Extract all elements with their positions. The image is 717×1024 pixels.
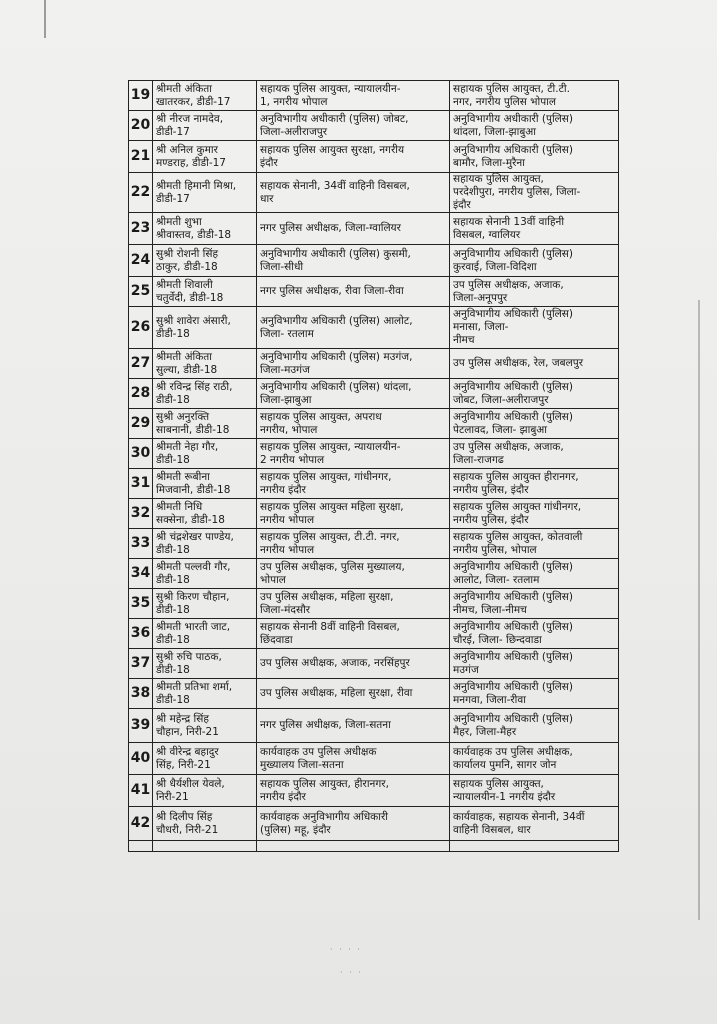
- current-posting-cell: सहायक पुलिस आयुक्त, अपराध नगरीय, भोपाल: [257, 409, 450, 439]
- serial-number-cell: 41: [129, 775, 153, 807]
- serial-number-cell: 20: [129, 111, 153, 141]
- current-posting-cell: सहायक पुलिस आयुक्त सुरक्षा, नगरीय इंदौर: [257, 141, 450, 173]
- officer-name-cell: श्री धैर्यशील येवले, निरी-21: [153, 775, 257, 807]
- current-posting-cell: उप पुलिस अधीक्षक, पुलिस मुख्यालय, भोपाल: [257, 559, 450, 589]
- table-row: [129, 679, 619, 709]
- current-posting-cell: अनुविभागीय अधिकारी (पुलिस) थांदला, जिला-झाबुआ: [257, 379, 450, 409]
- officer-name-cell: श्री दिलीप सिंह चौधरी, निरी-21: [153, 807, 257, 841]
- scan-mark-left: [44, 0, 46, 38]
- officer-name-cell: श्री महेन्द्र सिंह चौहान, निरी-21: [153, 709, 257, 743]
- table-row: [129, 559, 619, 589]
- transfer-table: [128, 80, 619, 852]
- officer-name-cell: श्रीमती निधि सक्सेना, डीडी-18: [153, 499, 257, 529]
- table-row: [129, 111, 619, 141]
- bottom-smudge: · · ·: [340, 968, 363, 977]
- officer-name-cell: श्री अनिल कुमार मण्डराह, डीडी-17: [153, 141, 257, 173]
- new-posting-cell: सहायक पुलिस आयुक्त हीरानगर, नगरीय पुलिस, इंदौर: [450, 469, 619, 499]
- table-row: [129, 213, 619, 245]
- serial-number-cell: 19: [129, 81, 153, 111]
- new-posting-cell: अनुविभागीय अधीकारी (पुलिस) थांदला, जिला-झाबुआ: [450, 111, 619, 141]
- new-posting-cell: अनुविभागीय अधिकारी (पुलिस) पेटलावद, जिला- झाबुआ: [450, 409, 619, 439]
- table-row: [129, 277, 619, 307]
- table-row: [129, 379, 619, 409]
- new-posting-cell: उप पुलिस अधीक्षक, अजाक, जिला-अनूपपुर: [450, 277, 619, 307]
- new-posting-cell: अनुविभागीय अधिकारी (पुलिस) मैहर, जिला-मैहर: [450, 709, 619, 743]
- officer-name-cell: श्रीमती अंकिता खातरकर, डीडी-17: [153, 81, 257, 111]
- officer-name-cell: श्रीमती प्रतिभा शर्मा, डीडी-18: [153, 679, 257, 709]
- table-row: [129, 589, 619, 619]
- current-posting-cell: नगर पुलिस अधीक्षक, जिला-ग्वालियर: [257, 213, 450, 245]
- table-row: [129, 173, 619, 213]
- table-row: [129, 709, 619, 743]
- officer-name-cell: श्री वीरेन्द्र बहादुर सिंह, निरी-21: [153, 743, 257, 775]
- current-posting-cell: अनुविभागीय अधिकारी (पुलिस) मउगंज, जिला-मउगंज: [257, 349, 450, 379]
- current-posting-cell: उप पुलिस अधीक्षक, अजाक, नरसिंहपुर: [257, 649, 450, 679]
- scan-mark-right: [698, 300, 700, 920]
- current-posting-cell: उप पुलिस अधीक्षक, महिला सुरक्षा, जिला-मंदसौर: [257, 589, 450, 619]
- table-row: [129, 743, 619, 775]
- serial-number-cell: 32: [129, 499, 153, 529]
- new-posting-cell: सहायक पुलिस आयुक्त, परदेशीपुरा, नगरीय पुलिस, जिला- इंदौर: [450, 173, 619, 213]
- table-row: [129, 307, 619, 349]
- table-row: [129, 499, 619, 529]
- current-posting-cell: नगर पुलिस अधीक्षक, जिला-सतना: [257, 709, 450, 743]
- new-posting-cell: अनुविभागीय अधिकारी (पुलिस) मनगवा, जिला-रीवा: [450, 679, 619, 709]
- table-row: [129, 439, 619, 469]
- bottom-smudge: · · · ·: [330, 945, 362, 954]
- current-posting-cell: सहायक पुलिस आयुक्त, टी.टी. नगर, नगरीय भोपाल: [257, 529, 450, 559]
- serial-number-cell: 34: [129, 559, 153, 589]
- current-posting-cell: नगर पुलिस अधीक्षक, रीवा जिला-रीवा: [257, 277, 450, 307]
- new-posting-cell: सहायक सेनानी 13वीं वाहिनी विसबल, ग्वालियर: [450, 213, 619, 245]
- table-row: [129, 619, 619, 649]
- officer-name-cell: श्रीमती शुभा श्रीवास्तव, डीडी-18: [153, 213, 257, 245]
- table-row: [129, 649, 619, 679]
- new-posting-cell: सहायक पुलिस आयुक्त, न्यायालयीन-1 नगरीय इंदौर: [450, 775, 619, 807]
- current-posting-cell: अनुविभागीय अधीकारी (पुलिस) कुसमी, जिला-सीधी: [257, 245, 450, 277]
- new-posting-cell: उप पुलिस अधीक्षक, अजाक, जिला-राजगढ: [450, 439, 619, 469]
- transfer-table-container: [128, 80, 618, 852]
- current-posting-cell: उप पुलिस अधीक्षक, महिला सुरक्षा, रीवा: [257, 679, 450, 709]
- serial-number-cell: 22: [129, 173, 153, 213]
- new-posting-cell: अनुविभागीय अधिकारी (पुलिस) मनासा, जिला- नीमच: [450, 307, 619, 349]
- serial-number-cell: 23: [129, 213, 153, 245]
- empty-cell: [129, 841, 153, 852]
- officer-name-cell: श्रीमती रूबीना मिजवानी, डीडी-18: [153, 469, 257, 499]
- officer-name-cell: श्रीमती भारती जाट, डीडी-18: [153, 619, 257, 649]
- current-posting-cell: सहायक पुलिस आयुक्त, गांधीनगर, नगरीय इंदौर: [257, 469, 450, 499]
- table-row: [129, 469, 619, 499]
- current-posting-cell: कार्यवाहक उप पुलिस अधीक्षक मुख्यालय जिला-सतना: [257, 743, 450, 775]
- new-posting-cell: सहायक पुलिस आयुक्त गांधीनगर, नगरीय पुलिस, इंदौर: [450, 499, 619, 529]
- serial-number-cell: 37: [129, 649, 153, 679]
- officer-name-cell: श्री चंद्रशेखर पाण्डेय, डीडी-18: [153, 529, 257, 559]
- officer-name-cell: सुश्री शावेरा अंसारी, डीडी-18: [153, 307, 257, 349]
- serial-number-cell: 38: [129, 679, 153, 709]
- officer-name-cell: सुश्री रुचि पाठक, डीडी-18: [153, 649, 257, 679]
- current-posting-cell: सहायक पुलिस आयुक्त महिला सुरक्षा, नगरीय भोपाल: [257, 499, 450, 529]
- new-posting-cell: अनुविभागीय अधिकारी (पुलिस) मउगंज: [450, 649, 619, 679]
- serial-number-cell: 39: [129, 709, 153, 743]
- current-posting-cell: कार्यवाहक अनुविभागीय अधिकारी (पुलिस) महू, इंदौर: [257, 807, 450, 841]
- serial-number-cell: 36: [129, 619, 153, 649]
- current-posting-cell: सहायक पुलिस आयुक्त, हीरानगर, नगरीय इंदौर: [257, 775, 450, 807]
- officer-name-cell: श्रीमती अंकिता सुल्या, डीडी-18: [153, 349, 257, 379]
- serial-number-cell: 21: [129, 141, 153, 173]
- new-posting-cell: अनुविभागीय अधिकारी (पुलिस) कुरवाई, जिला-विदिशा: [450, 245, 619, 277]
- officer-name-cell: सुश्री किरण चौहान, डीडी-18: [153, 589, 257, 619]
- officer-name-cell: सुश्री रोशनी सिंह ठाकुर, डीडी-18: [153, 245, 257, 277]
- serial-number-cell: 42: [129, 807, 153, 841]
- new-posting-cell: कार्यवाहक, सहायक सेनानी, 34वीं वाहिनी विसबल, धार: [450, 807, 619, 841]
- new-posting-cell: अनुविभागीय अधिकारी (पुलिस) जोबट, जिला-अलीराजपुर: [450, 379, 619, 409]
- officer-name-cell: सुश्री अनुरक्ति साबनानी, डीडी-18: [153, 409, 257, 439]
- current-posting-cell: अनुविभागीय अधिकारी (पुलिस) आलोट, जिला- रतलाम: [257, 307, 450, 349]
- serial-number-cell: 26: [129, 307, 153, 349]
- empty-cell: [450, 841, 619, 852]
- new-posting-cell: उप पुलिस अधीक्षक, रेल, जबलपुर: [450, 349, 619, 379]
- empty-cell: [257, 841, 450, 852]
- empty-cell: [153, 841, 257, 852]
- current-posting-cell: सहायक पुलिस आयुक्त, न्यायालयीन- 2 नगरीय भोपाल: [257, 439, 450, 469]
- officer-name-cell: श्रीमती शिवाली चतुर्वेदी, डीडी-18: [153, 277, 257, 307]
- serial-number-cell: 28: [129, 379, 153, 409]
- transfer-table-body: [129, 81, 619, 852]
- table-row: [129, 775, 619, 807]
- new-posting-cell: अनुविभागीय अधिकारी (पुलिस) आलोट, जिला- रतलाम: [450, 559, 619, 589]
- serial-number-cell: 30: [129, 439, 153, 469]
- serial-number-cell: 29: [129, 409, 153, 439]
- officer-name-cell: श्रीमती पल्लवी गौर, डीडी-18: [153, 559, 257, 589]
- officer-name-cell: श्रीमती हिमानी मिश्रा, डीडी-17: [153, 173, 257, 213]
- new-posting-cell: अनुविभागीय अधिकारी (पुलिस) बामौर, जिला-मुरैना: [450, 141, 619, 173]
- new-posting-cell: सहायक पुलिस आयुक्त, टी.टी. नगर, नगरीय पुलिस भोपाल: [450, 81, 619, 111]
- serial-number-cell: 25: [129, 277, 153, 307]
- new-posting-cell: अनुविभागीय अधिकारी (पुलिस) नीमच, जिला-नीमच: [450, 589, 619, 619]
- serial-number-cell: 24: [129, 245, 153, 277]
- table-row-trailing: [129, 841, 619, 852]
- new-posting-cell: कार्यवाहक उप पुलिस अधीक्षक, कार्यालय पुमनि, सागर जोन: [450, 743, 619, 775]
- table-row: [129, 807, 619, 841]
- current-posting-cell: सहायक सेनानी, 34वीं वाहिनी विसबल, धार: [257, 173, 450, 213]
- officer-name-cell: श्री नीरज नामदेव, डीडी-17: [153, 111, 257, 141]
- serial-number-cell: 35: [129, 589, 153, 619]
- serial-number-cell: 27: [129, 349, 153, 379]
- serial-number-cell: 40: [129, 743, 153, 775]
- table-row: [129, 245, 619, 277]
- table-row: [129, 529, 619, 559]
- current-posting-cell: अनुविभागीय अधीकारी (पुलिस) जोबट, जिला-अलीराजपुर: [257, 111, 450, 141]
- current-posting-cell: सहायक पुलिस आयुक्त, न्यायालयीन- 1, नगरीय भोपाल: [257, 81, 450, 111]
- table-row: [129, 409, 619, 439]
- new-posting-cell: अनुविभागीय अधिकारी (पुलिस) चौरई, जिला- छिन्दवाडा: [450, 619, 619, 649]
- serial-number-cell: 33: [129, 529, 153, 559]
- current-posting-cell: सहायक सेनानी 8वीं वाहिनी विसबल, छिंदवाडा: [257, 619, 450, 649]
- new-posting-cell: सहायक पुलिस आयुक्त, कोतवाली नगरीय पुलिस, भोपाल: [450, 529, 619, 559]
- table-row: [129, 81, 619, 111]
- serial-number-cell: 31: [129, 469, 153, 499]
- table-row: [129, 349, 619, 379]
- officer-name-cell: श्री रविन्द्र सिंह राठी, डीडी-18: [153, 379, 257, 409]
- table-row: [129, 141, 619, 173]
- officer-name-cell: श्रीमती नेहा गौर, डीडी-18: [153, 439, 257, 469]
